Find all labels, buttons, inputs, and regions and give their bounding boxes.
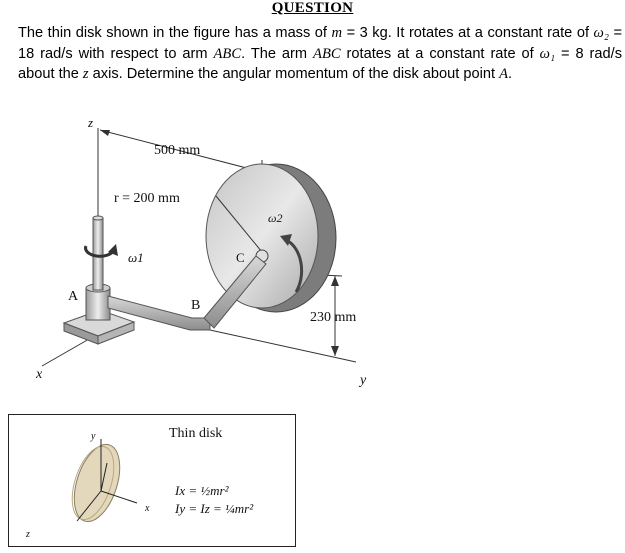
inset-formula-iy-iz: Iy = Iz = ¼mr²: [175, 501, 254, 516]
inset-y-label: y: [91, 431, 96, 442]
omega1-label: ω1: [128, 250, 144, 265]
inset-x-label: x: [145, 503, 150, 514]
point-a-symbol: A: [499, 66, 508, 82]
dimension-arrowhead: [331, 346, 339, 356]
omega2-label: ω2: [268, 211, 283, 225]
text-seg: . The arm: [241, 45, 314, 62]
shaft-upper: [93, 218, 103, 290]
dimension-500-label: 500 mm: [154, 143, 201, 158]
y-axis-label: y: [360, 373, 367, 388]
dimension-arrowhead: [100, 130, 110, 136]
shaft-lower: [86, 288, 110, 320]
radius-label: r = 200 mm: [114, 191, 180, 206]
inset-diagram: [9, 415, 295, 546]
text-seg: = 18 rad/s with respect to arm: [18, 25, 622, 62]
text-seg: = 3 kg. It rotates at a constant rate of: [342, 25, 594, 41]
problem-statement: [18, 23, 622, 85]
point-a-label: A: [68, 289, 79, 304]
arm-name: ABC: [213, 45, 242, 62]
text-seg: axis. Determine the angular momentum of the disk about point: [88, 66, 500, 82]
shaft-top: [93, 216, 103, 220]
dimension-230-label: 230 mm: [310, 310, 357, 325]
text-seg: The thin disk shown in the figure has a mass of: [18, 25, 332, 41]
point-c-label: C: [236, 250, 245, 265]
z-axis-label: z: [88, 115, 94, 130]
dimension-arrowhead: [331, 276, 339, 286]
thin-disk-inset: [8, 414, 296, 547]
inset-z-label: z: [26, 529, 30, 540]
arm-name: ABC: [313, 45, 341, 62]
omega1-symbol: ω₁: [539, 45, 556, 62]
question-heading: QUESTION: [271, 0, 354, 16]
inset-title: Thin disk: [169, 426, 223, 441]
text-seg: rotates at a constant rate of: [340, 45, 540, 62]
inset-formula-ix: Ix = ½mr²: [175, 483, 229, 498]
disk-face: [206, 164, 318, 308]
omega2-symbol: ω₂: [593, 25, 609, 41]
point-b-label: B: [191, 298, 201, 313]
text-seg: .: [508, 66, 513, 82]
text-seg: = 8 rad/s about the: [18, 45, 623, 82]
x-axis-label: x: [36, 367, 43, 382]
z-symbol: z: [82, 66, 89, 82]
mass-symbol: m: [331, 25, 343, 41]
mechanism-figure: [0, 108, 625, 408]
